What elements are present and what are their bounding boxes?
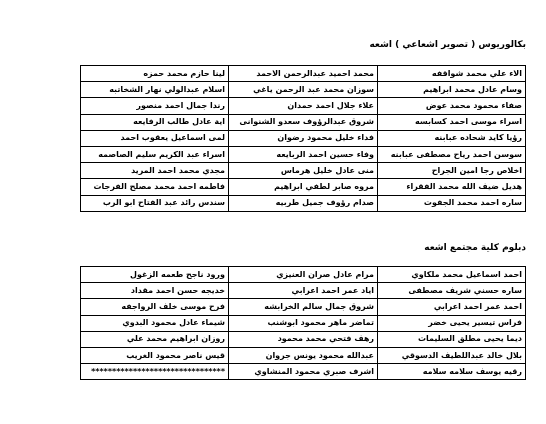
name-cell: سندس رائد عبد الفتاح ابو الرب (81, 195, 229, 211)
name-cell: فداء خليل محمود رضوان (229, 130, 378, 146)
bachelor-names-table (80, 65, 526, 212)
table-row (81, 267, 526, 283)
name-cell: بلال خالد عبداللطيف الدسوقي (378, 347, 526, 363)
name-cell: الاء علي محمد شواقفه (378, 66, 526, 82)
name-cell: لينا حازم محمد حمزه (81, 66, 229, 82)
name-cell: اسراء موسى احمد كسابسه (378, 114, 526, 130)
name-cell: فرح موسى خلف الرواجفه (81, 299, 229, 315)
name-cell: رندا جمال احمد منصور (81, 98, 229, 114)
name-cell: علاء جلال احمد حمدان (229, 98, 378, 114)
name-cell: مروه صابر لطفي ابراهيم (229, 179, 378, 195)
table-row (81, 347, 526, 363)
name-cell: صفاء محمود محمد عوض (378, 98, 526, 114)
name-cell: فاطمه احمد محمد مصلح الفرجات (81, 179, 229, 195)
name-cell: وفاء حسين احمد الربايعه (229, 146, 378, 162)
table-row (81, 179, 526, 195)
name-cell: منى عادل خليل هرماس (229, 163, 378, 179)
name-cell: فراس تيسير يحيى خضر (378, 315, 526, 331)
name-cell: مرام عادل صران العنيزي (229, 267, 378, 283)
name-cell: سوزان محمد عبد الرحمن ياغي (229, 82, 378, 98)
name-cell: ساره احمد محمد الجفوت (378, 195, 526, 211)
name-cell: شروق جمال سالم الخرابشه (229, 299, 378, 315)
table-row (81, 364, 526, 380)
name-cell: احمد اسماعيل محمد ملكاوي (378, 267, 526, 283)
name-cell: شيماء عادل محمود البدوي (81, 315, 229, 331)
table-row (81, 146, 526, 162)
name-cell: رقيه يوسف سلامه سلامه (378, 364, 526, 380)
table-row (81, 130, 526, 146)
name-cell: رؤيا كايد شحاده عبابنه (378, 130, 526, 146)
name-cell: سوسن احمد رياح مصطفى عبابنه (378, 146, 526, 162)
name-cell: شروق عبدالرؤوف سعدو الشنوانى (229, 114, 378, 130)
name-cell: مجدي محمد احمد المريد (81, 163, 229, 179)
name-cell: لمى اسماعيل يعقوب احمد (81, 130, 229, 146)
table-row (81, 195, 526, 211)
name-cell: ديما يحيى مطلق السليمات (378, 331, 526, 347)
name-cell: ورود ناجح طعمه الزغول (81, 267, 229, 283)
table-row (81, 331, 526, 347)
name-cell: روزان ابراهيم محمد علي (81, 331, 229, 347)
table-row (81, 66, 526, 82)
name-cell: اية عادل طالب الرفايعه (81, 114, 229, 130)
name-cell: ساره حسني شريف مصطفى (378, 283, 526, 299)
name-cell: اشرف صبري محمود المنشاوي (229, 364, 378, 380)
name-cell: اياد عمر احمد اعرابي (229, 283, 378, 299)
diploma-names-table (80, 266, 526, 380)
name-cell: هديل ضيف الله محمد الفقراء (378, 179, 526, 195)
name-cell: قيس ناصر محمود الغريب (81, 347, 229, 363)
name-cell: رهف فتحي محمد محمود (229, 331, 378, 347)
name-cell: محمد احميد عبدالرحمن الاحمد (229, 66, 378, 82)
table-row (81, 315, 526, 331)
table-row (81, 98, 526, 114)
name-cell: ******************************** (81, 364, 229, 380)
name-cell: تماضر ماهر محمود ابوشنب (229, 315, 378, 331)
table-row (81, 299, 526, 315)
name-cell: احمد عمر احمد اعرابي (378, 299, 526, 315)
table-row (81, 114, 526, 130)
section1-title: بكالوريوس ( تصوير اشعاعي ) اشعه (369, 40, 526, 50)
name-cell: اسراء عبد الكريم سليم الصاصمه (81, 146, 229, 162)
table-row (81, 163, 526, 179)
name-cell: اخلاص رجا امين الجراح (378, 163, 526, 179)
name-cell: عبدالله محمود يونس جروان (229, 347, 378, 363)
table-row (81, 82, 526, 98)
name-cell: صدام رؤوف جميل طربيه (229, 195, 378, 211)
name-cell: خديجه حسن احمد مقداد (81, 283, 229, 299)
table-row (81, 283, 526, 299)
name-cell: اسلام عبدالولي نهار الشخاتبه (81, 82, 229, 98)
section2-title: دبلوم كلية مجتمع اشعه (424, 243, 526, 253)
name-cell: وسام عادل محمد ابراهيم (378, 82, 526, 98)
